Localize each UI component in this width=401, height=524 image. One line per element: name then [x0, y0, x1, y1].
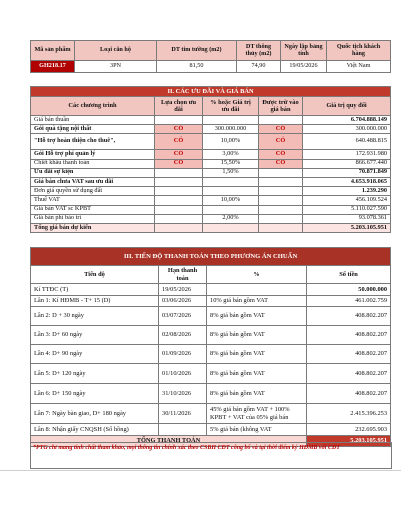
program-name: Đơn giá quyền sử dụng đất	[31, 187, 155, 196]
stage-cell: Lần 5: D+ 120 ngày	[31, 364, 159, 384]
value-cell: 866.677.440	[303, 159, 391, 168]
table-row	[31, 295, 391, 307]
percent-cell: 8% giá bán gồm VAT	[207, 364, 307, 384]
stage-cell: Lần 3: D+ 60 ngày	[31, 326, 159, 345]
header-cell: Được trừ vào giá bán	[259, 97, 303, 116]
header-cell: Quốc tịch khách hàng	[327, 41, 391, 61]
amount-cell: 408.802.207	[307, 345, 391, 364]
rate-cell: 10,00%	[203, 134, 259, 150]
deduct-cell: CÓ	[259, 134, 303, 150]
due-date-cell: 31/10/2026	[159, 384, 207, 404]
deduct-cell: CÓ	[259, 125, 303, 134]
stage-cell: Lần 8: Nhận giấy CNQSH (Sổ hồng)	[31, 424, 159, 436]
value-cell: 6.704.888.149	[303, 116, 391, 125]
table-row	[31, 384, 391, 404]
percent-cell: 5% giá bán (không VAT	[207, 424, 307, 436]
unit-info-table	[30, 40, 391, 73]
product-code: GH218.17	[31, 61, 75, 73]
due-date-cell: 30/11/2026	[159, 404, 207, 424]
table-row	[31, 177, 391, 186]
value-cell: 93.078.361	[303, 214, 391, 223]
value-cell: 172.931.980	[303, 150, 391, 159]
value-cell: 70.871.849	[303, 168, 391, 177]
header-cell: Hạn thanh toán	[159, 266, 207, 284]
due-date-cell: 03/06/2026	[159, 295, 207, 307]
table-row	[31, 345, 391, 364]
program-name: Giá bán phí bảo trì	[31, 214, 155, 223]
stage-cell: Lần 2: D + 30 ngày	[31, 307, 159, 326]
schedule-header-row	[31, 266, 391, 284]
table-row	[31, 159, 391, 168]
due-date-cell: 01/10/2026	[159, 364, 207, 384]
deduct-cell: CÓ	[259, 150, 303, 159]
due-date-cell: 01/09/2026	[159, 345, 207, 364]
deduct-cell	[259, 116, 303, 125]
rate-cell: 10,00%	[203, 196, 259, 205]
rate-cell: 1,50%	[203, 168, 259, 177]
percent-cell: 10% giá bán gồm VAT	[207, 295, 307, 307]
table-row	[31, 326, 391, 345]
value-cell: 456.109.524	[303, 196, 391, 205]
program-name: Thuế VAT	[31, 196, 155, 205]
percent-cell: 8% giá bán gồm VAT	[207, 326, 307, 345]
header-cell: %	[207, 266, 307, 284]
rate-cell	[203, 116, 259, 125]
option-cell: CÓ	[155, 134, 203, 150]
due-date-cell	[159, 424, 207, 436]
option-cell: CÓ	[155, 159, 203, 168]
stage-cell: Kí TTĐC (T)	[31, 284, 159, 296]
value-cell: 300.000.000	[303, 125, 391, 134]
rate-cell: 2,00%	[203, 214, 259, 223]
table-row	[31, 196, 391, 205]
table-row	[31, 187, 391, 196]
percent-cell: 8% giá bán gồm VAT	[207, 345, 307, 364]
amount-cell: 2.415.396.253	[307, 404, 391, 424]
program-name: Gói quà tặng nội thất	[31, 125, 155, 134]
due-date-cell: 19/05/2026	[159, 284, 207, 296]
program-name: Giá bán VAT sc KPBT	[31, 205, 155, 214]
percent-cell: 8% giá bán gồm VAT	[207, 384, 307, 404]
total-label: TỔNG THANH TOÁN	[31, 435, 307, 447]
table-row	[31, 307, 391, 326]
table-row	[31, 116, 391, 125]
total-value: 5.203.105.951	[307, 435, 391, 447]
value-cell: 640.488.815	[303, 134, 391, 150]
promotions-table	[30, 86, 391, 233]
header-cell: Loại căn hộ	[75, 41, 157, 61]
table-row	[31, 168, 391, 177]
header-cell: Tiến độ	[31, 266, 159, 284]
percent-cell	[207, 284, 307, 296]
amount-cell: 408.802.207	[307, 384, 391, 404]
value-cell: 5.110.027.590	[303, 205, 391, 214]
clear-area: 74,90	[237, 61, 281, 73]
table-row	[31, 424, 391, 436]
program-name: Gói Hỗ trợ phí quản lý	[31, 150, 155, 159]
amount-cell: 461.002.759	[307, 295, 391, 307]
page-bottom-area	[0, 470, 401, 524]
promotions-header-row	[31, 97, 391, 116]
header-cell: Mã sản phẩm	[31, 41, 75, 61]
header-cell: % hoặc Giá trị ưu đãi	[203, 97, 259, 116]
wall-area: 81,50	[157, 61, 237, 73]
deduct-cell: CÓ	[259, 159, 303, 168]
program-name: Giá bán thuần	[31, 116, 155, 125]
amount-cell: 408.802.207	[307, 326, 391, 345]
stage-cell: Lần 1: Kí HĐMB - T+ 15 (D)	[31, 295, 159, 307]
header-cell: Giá trị quy đổi	[303, 97, 391, 116]
table-row	[31, 284, 391, 296]
value-cell: 5.203.105.951	[303, 223, 391, 232]
value-cell: 1.239.290	[303, 187, 391, 196]
section-title: II. CÁC ƯU ĐÃI VÀ GIÁ BÁN	[31, 87, 391, 97]
header-cell: Lựa chọn ưu đãi	[155, 97, 203, 116]
table-row	[31, 205, 391, 214]
stage-cell: Lần 7: Ngày bàn giao, D+ 180 ngày	[31, 404, 159, 424]
program-name: Giá bán chưa VAT sau ưu đãi	[31, 177, 155, 186]
header-cell: DT tim tường (m2)	[157, 41, 237, 61]
rate-cell: 15,50%	[203, 159, 259, 168]
table-row	[31, 125, 391, 134]
table-row	[31, 364, 391, 384]
percent-cell: 8% giá bán gồm VAT	[207, 307, 307, 326]
table-row	[31, 134, 391, 150]
option-cell	[155, 168, 203, 177]
nationality: Việt Nam	[327, 61, 391, 73]
table-row	[31, 214, 391, 223]
option-cell: CÓ	[155, 125, 203, 134]
table-row	[31, 150, 391, 159]
stage-cell: Lần 6: D+ 150 ngày	[31, 384, 159, 404]
rate-cell: 300.000.000	[203, 125, 259, 134]
section-title: III. TIẾN ĐỘ THANH TOÁN THEO PHƯƠNG ÁN CHUẨN	[31, 248, 391, 266]
amount-cell: 50.000.000	[307, 284, 391, 296]
header-cell: Ngày lập bảng tính	[281, 41, 327, 61]
calc-date: 19/05/2026	[281, 61, 327, 73]
header-cell: DT thông thủy (m2)	[237, 41, 281, 61]
header-cell: Số tiền	[307, 266, 391, 284]
amount-cell: 408.802.207	[307, 364, 391, 384]
disclaimer-note: *PTG chỉ mang tính chất tham khảo, mọi thông tin chính xác theo CSBH CĐT công bố và tại thời điểm ký HĐMB với CĐT	[30, 442, 392, 469]
option-cell	[155, 116, 203, 125]
program-name: Ưu đãi sự kiện	[31, 168, 155, 177]
unit-info-header-row	[31, 41, 391, 61]
unit-type: 3PN	[75, 61, 157, 73]
unit-info-row	[31, 61, 391, 73]
amount-cell: 408.802.207	[307, 307, 391, 326]
header-cell: Các chương trình	[31, 97, 155, 116]
deduct-cell	[259, 168, 303, 177]
option-cell: CÓ	[155, 150, 203, 159]
value-cell: 4.653.918.065	[303, 177, 391, 186]
program-name: Chiết khấu thanh toán	[31, 159, 155, 168]
rate-cell: 3,00%	[203, 150, 259, 159]
program-name: "Hỗ trợ hoàn thiện cho thuê",	[31, 134, 155, 150]
percent-cell: 45% giá bán gồm VAT + 100% KPBT + VAT của 05% giá bán	[207, 404, 307, 424]
table-row	[31, 223, 391, 232]
payment-schedule-table	[30, 247, 391, 447]
due-date-cell: 02/08/2026	[159, 326, 207, 345]
amount-cell: 232.695.903	[307, 424, 391, 436]
table-row	[31, 404, 391, 424]
due-date-cell: 03/07/2026	[159, 307, 207, 326]
stage-cell: Lần 4: D+ 90 ngày	[31, 345, 159, 364]
program-name: Tổng giá bán dự kiến	[31, 223, 155, 232]
